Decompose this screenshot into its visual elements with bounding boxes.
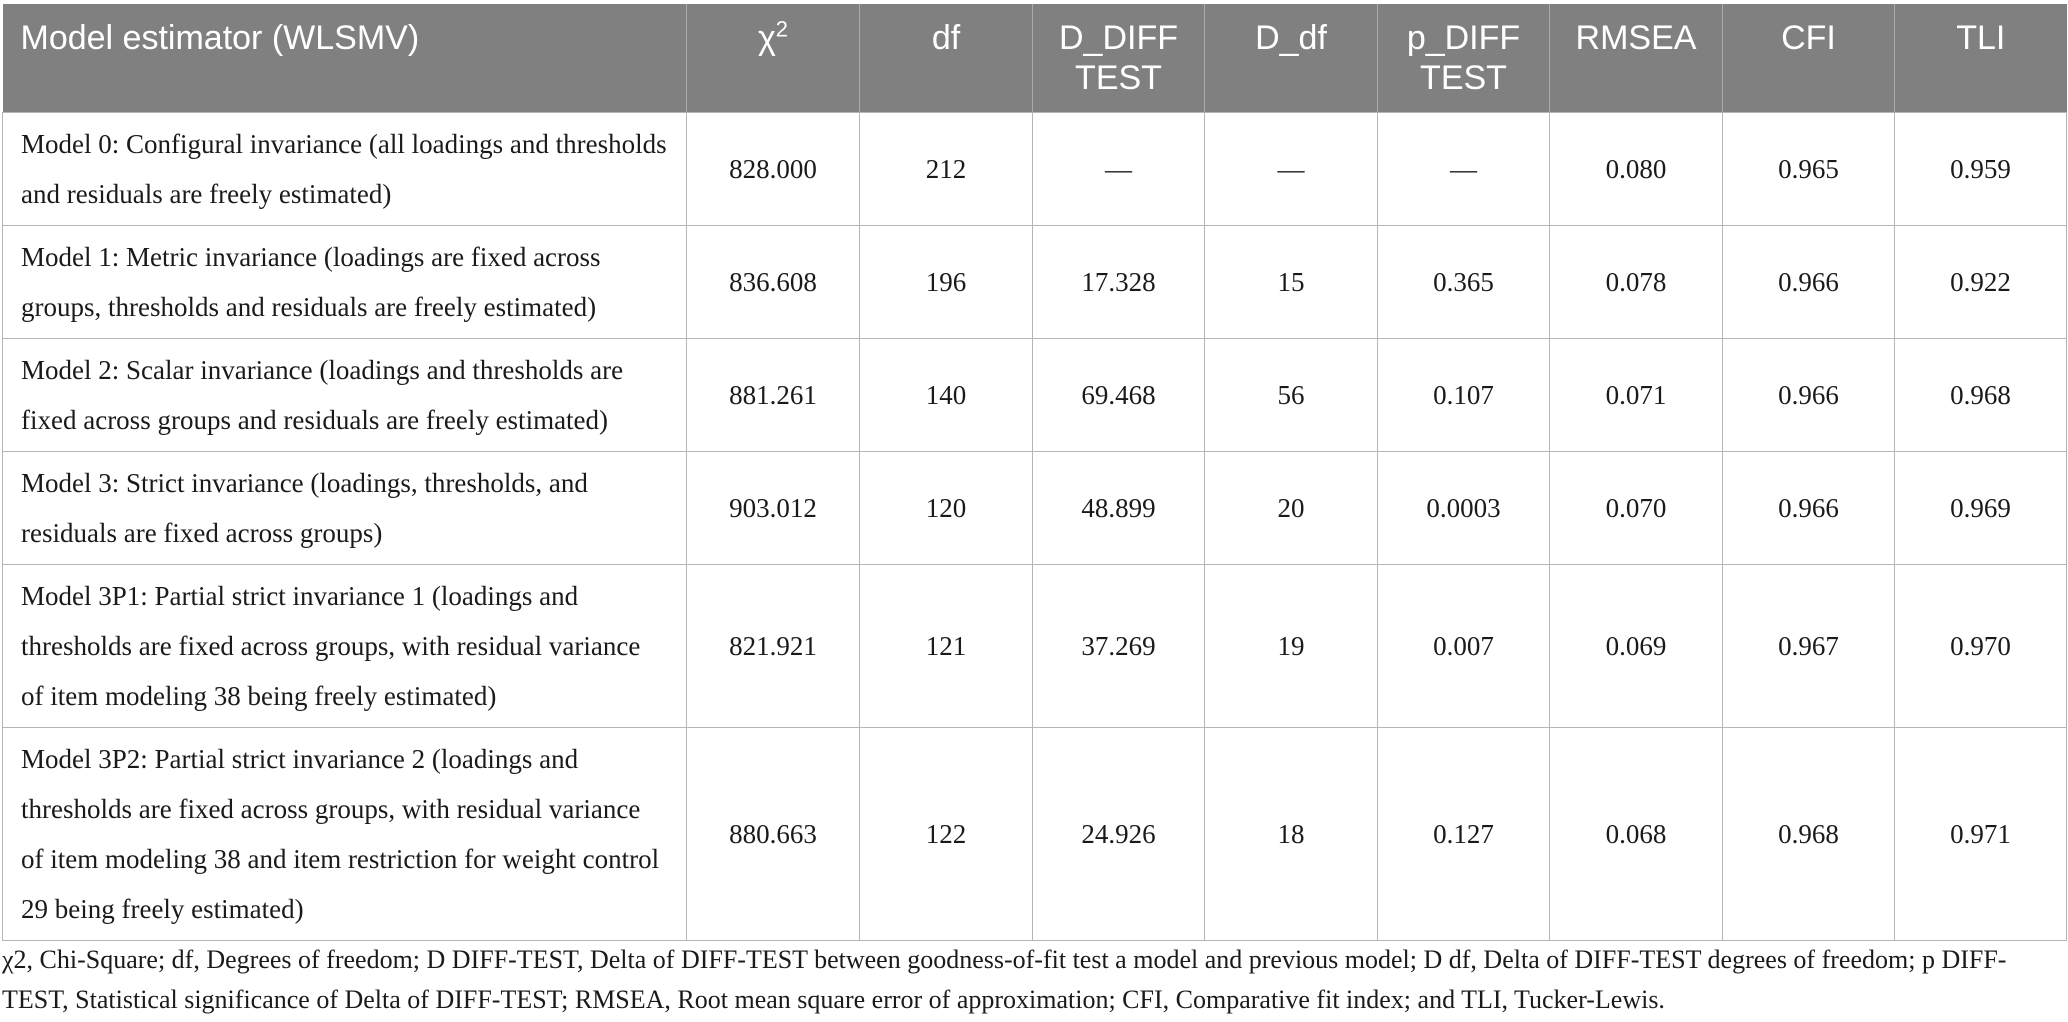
cell-rmsea: 0.078 xyxy=(1550,225,1723,338)
cell-chi2: 828.000 xyxy=(687,112,860,225)
cell-model: Model 3: Strict invariance (loadings, thresholds, and residuals are fixed across groups) xyxy=(3,451,687,564)
cell-cfi: 0.966 xyxy=(1723,338,1895,451)
cell-p-diff: 0.0003 xyxy=(1378,451,1550,564)
cell-p-diff: 0.365 xyxy=(1378,225,1550,338)
cell-tli: 0.969 xyxy=(1895,451,2067,564)
header-d-diff-line1: D_DIFF xyxy=(1059,19,1178,57)
cell-model: Model 0: Configural invariance (all loadings and thresholds and residuals are freely estimated) xyxy=(3,112,687,225)
cell-tli: 0.959 xyxy=(1895,112,2067,225)
cell-df: 140 xyxy=(860,338,1033,451)
cell-model: Model 3P2: Partial strict invariance 2 (loadings and thresholds are fixed across groups, with residual variance of item modeling 38 and item restriction for weight control 29 being freely estimated) xyxy=(3,727,687,940)
cell-tli: 0.970 xyxy=(1895,564,2067,727)
cell-d-diff: 37.269 xyxy=(1033,564,1205,727)
cell-model: Model 3P1: Partial strict invariance 1 (loadings and thresholds are fixed across groups, with residual variance of item modeling 38 being freely estimated) xyxy=(3,564,687,727)
cell-rmsea: 0.080 xyxy=(1550,112,1723,225)
table-row xyxy=(3,564,2067,727)
cell-chi2: 881.261 xyxy=(687,338,860,451)
cell-rmsea: 0.069 xyxy=(1550,564,1723,727)
header-rmsea xyxy=(1550,4,1723,112)
cell-cfi: 0.965 xyxy=(1723,112,1895,225)
header-chi2 xyxy=(687,4,860,112)
cell-d-diff: 69.468 xyxy=(1033,338,1205,451)
header-row xyxy=(3,4,2067,112)
header-d-df xyxy=(1205,4,1378,112)
header-p-diff-test xyxy=(1378,4,1550,112)
cell-tli: 0.968 xyxy=(1895,338,2067,451)
header-rmsea-label: RMSEA xyxy=(1575,19,1697,57)
table-row xyxy=(3,338,2067,451)
cell-d-df: 20 xyxy=(1205,451,1378,564)
cell-d-df: 19 xyxy=(1205,564,1378,727)
cell-df: 196 xyxy=(860,225,1033,338)
header-chi2-superscript: 2 xyxy=(775,16,789,42)
header-df-label: df xyxy=(931,19,961,57)
cell-model: Model 2: Scalar invariance (loadings and thresholds are fixed across groups and residuals are freely estimated) xyxy=(3,338,687,451)
cell-tli: 0.922 xyxy=(1895,225,2067,338)
table-body xyxy=(3,112,2067,940)
header-tli xyxy=(1895,4,2067,112)
cell-rmsea: 0.070 xyxy=(1550,451,1723,564)
cell-rmsea: 0.071 xyxy=(1550,338,1723,451)
cell-d-df: 15 xyxy=(1205,225,1378,338)
header-df xyxy=(860,4,1033,112)
header-d-df-label: D_df xyxy=(1255,19,1327,57)
header-model xyxy=(3,4,687,112)
cell-df: 122 xyxy=(860,727,1033,940)
table-header xyxy=(3,4,2067,112)
table-row xyxy=(3,727,2067,940)
cell-rmsea: 0.068 xyxy=(1550,727,1723,940)
table-row xyxy=(3,112,2067,225)
cell-p-diff: — xyxy=(1378,112,1550,225)
cell-chi2: 880.663 xyxy=(687,727,860,940)
cell-cfi: 0.967 xyxy=(1723,564,1895,727)
cell-chi2: 836.608 xyxy=(687,225,860,338)
header-d-diff-line2: TEST xyxy=(1075,59,1162,97)
cell-df: 120 xyxy=(860,451,1033,564)
header-d-diff-test xyxy=(1033,4,1205,112)
cell-chi2: 821.921 xyxy=(687,564,860,727)
table-row xyxy=(3,451,2067,564)
cell-cfi: 0.968 xyxy=(1723,727,1895,940)
cell-p-diff: 0.107 xyxy=(1378,338,1550,451)
header-tli-label: TLI xyxy=(1956,19,2006,57)
cell-d-diff: — xyxy=(1033,112,1205,225)
cell-chi2: 903.012 xyxy=(687,451,860,564)
cell-d-df: 56 xyxy=(1205,338,1378,451)
cell-d-diff: 48.899 xyxy=(1033,451,1205,564)
cell-model: Model 1: Metric invariance (loadings are fixed across groups, thresholds and residuals are freely estimated) xyxy=(3,225,687,338)
invariance-table-container xyxy=(2,4,2066,941)
cell-p-diff: 0.127 xyxy=(1378,727,1550,940)
header-p-diff-line2: TEST xyxy=(1420,59,1507,97)
table-footnote: χ2, Chi-Square; df, Degrees of freedom; D DIFF-TEST, Delta of DIFF-TEST between goodness-of-fit test a model and previous model; D df, Delta of DIFF-TEST degrees of freedom; p DIFF-TEST, Statistical significance of Delta of DIFF-TEST; RMSEA, Root mean square error of approximation; CFI, Comparative fit index; and TLI, Tucker-Lewis. xyxy=(2,945,2007,1014)
cell-p-diff: 0.007 xyxy=(1378,564,1550,727)
cell-tli: 0.971 xyxy=(1895,727,2067,940)
cell-cfi: 0.966 xyxy=(1723,451,1895,564)
cell-df: 212 xyxy=(860,112,1033,225)
cell-d-diff: 17.328 xyxy=(1033,225,1205,338)
cell-d-df: 18 xyxy=(1205,727,1378,940)
header-cfi xyxy=(1723,4,1895,112)
cell-d-diff: 24.926 xyxy=(1033,727,1205,940)
cell-cfi: 0.966 xyxy=(1723,225,1895,338)
cell-d-df: — xyxy=(1205,112,1378,225)
header-chi2-symbol: χ xyxy=(757,19,776,57)
header-model-label: Model estimator (WLSMV) xyxy=(20,19,420,57)
table-row xyxy=(3,225,2067,338)
header-p-diff-line1: p_DIFF xyxy=(1406,19,1521,57)
cell-df: 121 xyxy=(860,564,1033,727)
header-cfi-label: CFI xyxy=(1781,19,1836,57)
invariance-table xyxy=(2,4,2067,941)
